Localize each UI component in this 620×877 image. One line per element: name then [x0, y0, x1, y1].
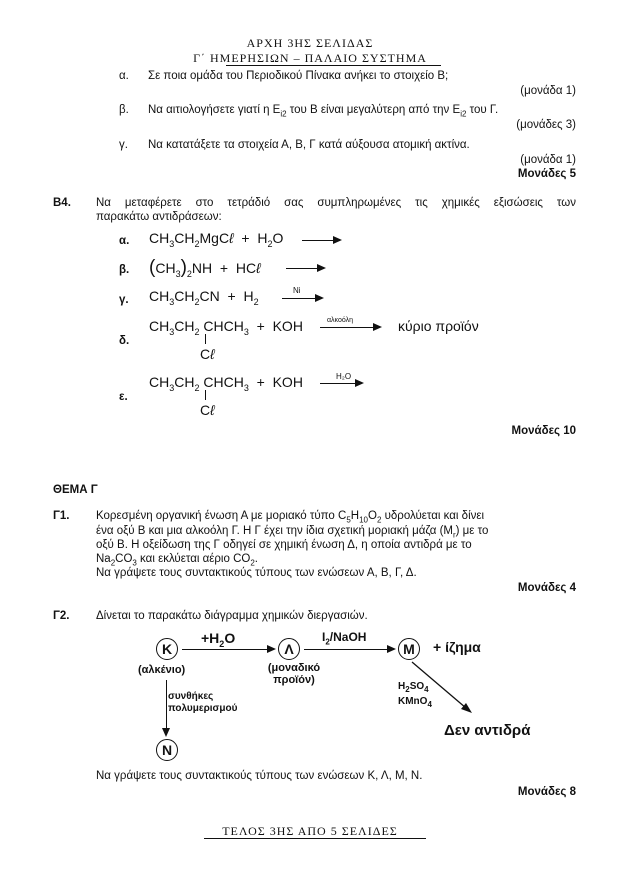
reaction-a-equation: $CH_3CH_2MgC\ell + H_2O$	[149, 230, 284, 249]
reaction-b-equation: $(CH_3)_2NH$ + HCℓ	[149, 257, 261, 279]
reaction-c-arrow	[282, 298, 322, 299]
h2o-reagent: $+H_2O$	[201, 630, 236, 649]
arrow-m-to-noreaction	[410, 660, 480, 720]
reaction-d-product: κύριο προϊόν	[398, 318, 479, 334]
footer-underline	[204, 838, 426, 839]
compound-l-circle: Λ	[278, 638, 300, 660]
g1-total-points: Μονάδες 4	[517, 582, 576, 594]
reaction-d-chlorine: Cℓ	[200, 346, 215, 362]
b3-b-text: Να αιτιολογήσετε γιατί η $E_{i2}$ του B είναι μεγαλύτερη από την $E_{i2}$ του Γ.	[148, 104, 499, 119]
reaction-e-arrow	[320, 383, 362, 384]
precipitate-label: + ίζημα	[433, 639, 481, 655]
b3-c-text: Να κατατάξετε τα στοιχεία Α, Β, Γ κατά αύξουσα ατομική ακτίνα.	[148, 139, 470, 151]
polymerization-conditions: συνθήκες πολυμερισμού	[168, 691, 238, 714]
theme-g-title: ΘΕΜΑ Γ	[53, 484, 98, 496]
g2-text: Δίνεται το παρακάτω διάγραμμα χημικών διεργασιών.	[96, 610, 368, 622]
g1-line1: Κορεσμένη οργανική ένωση Α με μοριακό τύπο $C_5H_{10}O_2$ υδρολύεται και δίνει	[96, 510, 485, 525]
b4-text-line2: παρακάτω αντιδράσεων:	[96, 211, 222, 223]
g1-line2: ένα οξύ Β και μια αλκοόλη Γ. Η Γ έχει την ίδια σχετική μοριακή μάζα $(M_r)$ με το	[96, 525, 489, 540]
alkene-label: (αλκένιο)	[138, 664, 186, 676]
reaction-b-label: β.	[119, 264, 130, 276]
page-header-line2: Γ΄ ΗΜΕΡΗΣΙΩΝ – ΠΑΛΑΙΟ ΣΥΣΤΗΜΑ	[193, 51, 427, 65]
g1-line4: $Na_2CO_3$ και εκλύεται αέριο $CO_2$.	[96, 553, 258, 568]
b3-c-points: (μονάδα 1)	[520, 154, 576, 166]
b3-a-text: Σε ποια ομάδα του Περιοδικού Πίνακα ανήκει το στοιχείο Β;	[148, 70, 449, 82]
reaction-b-arrow	[286, 268, 324, 269]
b4-label: Β4.	[53, 197, 71, 209]
page-header-line1: ΑΡΧΗ 3ΗΣ ΣΕΛΙΔΑΣ	[246, 36, 374, 50]
arrow-k-to-l	[182, 649, 274, 650]
arrow-k-to-n-line	[166, 680, 167, 730]
reaction-e-chlorine: Cℓ	[200, 402, 215, 418]
reaction-e-label: ε.	[119, 391, 128, 403]
g1-line5: Να γράψετε τους συντακτικούς τύπους των ενώσεων Α, Β, Γ, Δ.	[96, 567, 417, 579]
compound-n-circle: N	[156, 739, 178, 761]
reaction-c-equation: $CH_3CH_2CN + H_2$	[149, 288, 259, 307]
reaction-a-label: α.	[119, 235, 130, 247]
i2-naoh-reagent: $I_2$/NaOH	[322, 630, 367, 647]
page-footer: ΤΕΛΟΣ 3ΗΣ ΑΠΟ 5 ΣΕΛΙΔΕΣ	[222, 824, 398, 838]
reaction-d-equation: $CH_3CH_2$ $CHCH_3$ + KOH	[149, 318, 303, 337]
reaction-d-bond	[205, 334, 206, 344]
reaction-e-condition: H₂O	[336, 372, 352, 381]
b3-total-points: Μονάδες 5	[517, 168, 576, 180]
reaction-a-arrow	[302, 240, 340, 241]
reaction-c-catalyst: Ni	[293, 286, 301, 295]
reaction-d-label: δ.	[119, 335, 130, 347]
b3-a-label: α.	[119, 70, 129, 82]
reaction-d-arrow	[320, 327, 380, 328]
b3-b-label: β.	[119, 104, 129, 116]
compound-k-circle: K	[156, 638, 178, 660]
arrow-k-to-n-head	[162, 728, 170, 737]
b3-b-points: (μονάδες 3)	[516, 119, 576, 131]
header-underline	[226, 65, 441, 66]
reaction-c-label: γ.	[119, 294, 129, 306]
b4-text-line1: Να μεταφέρετε στο τετράδιό σας συμπληρωμένες τις χημικές εξισώσεις των	[96, 197, 576, 209]
unique-product-label: (μοναδικό προϊόν)	[267, 662, 321, 686]
no-reaction-label: Δεν αντιδρά	[444, 722, 531, 739]
b3-a-points: (μονάδα 1)	[520, 85, 576, 97]
b4-total-points: Μονάδες 10	[511, 425, 576, 437]
g2-total-points: Μονάδες 8	[517, 786, 576, 798]
reaction-e-bond	[205, 390, 206, 400]
b3-c-label: γ.	[119, 139, 128, 151]
g1-line3: οξύ Β. Η οξείδωση της Γ οδηγεί σε χημική ένωση Δ, η οποία αντιδρά με το	[96, 539, 472, 551]
g1-label: Γ1.	[53, 510, 70, 522]
oxidation-reagents: $H_2SO_4$ KMnO$_4$	[398, 681, 432, 709]
g2-label: Γ2.	[53, 610, 70, 622]
g2-question: Να γράψετε τους συντακτικούς τύπους των ενώσεων Κ, Λ, Μ, Ν.	[96, 770, 423, 782]
reaction-e-equation: $CH_3CH_2$ $CHCH_3$ + KOH	[149, 374, 303, 393]
compound-m-circle: M	[398, 638, 420, 660]
arrow-l-to-m	[304, 649, 394, 650]
reaction-d-condition: αλκοόλη	[327, 317, 354, 324]
